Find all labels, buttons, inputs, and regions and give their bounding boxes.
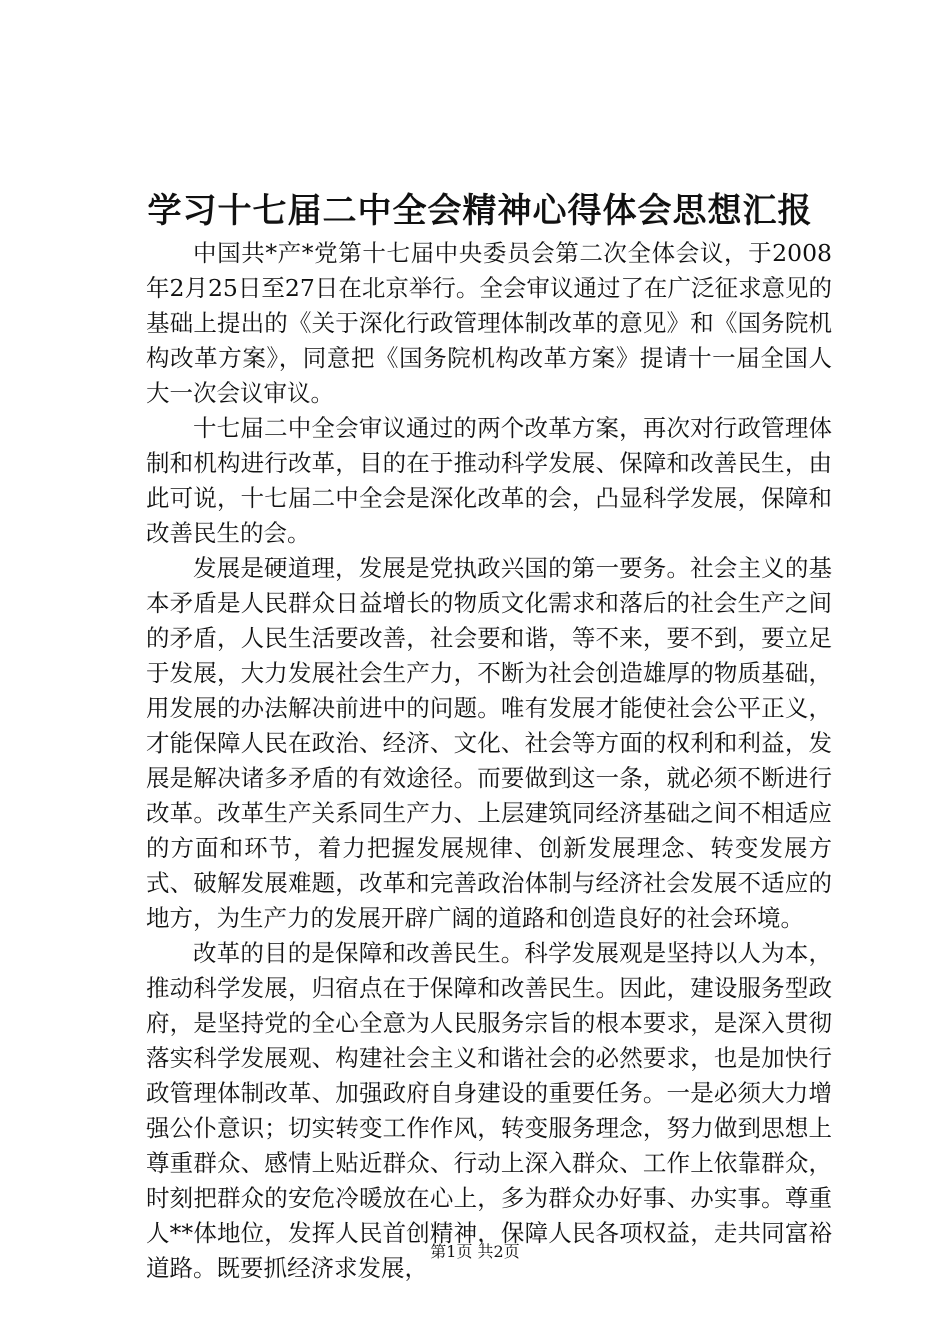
page-number-footer: 第1页 共2页 [430,1242,520,1261]
paragraph-4: 改革的目的是保障和改善民生。科学发展观是坚持以人为本，推动科学发展，归宿点在于保障和改善民生。因此，建设服务型政府，是坚持党的全心全意为人民服务宗旨的根本要求，是深入贯彻落实科学发展观、构建社会主义和谐社会的必然要求，也是加快行政管理体制改革、加强政府自身建设的重要任务。一是必须大力增强公仆意识；切实转变工作作风，转变服务理念，努力做到思想上尊重群众、感情上贴近群众、行动上深入群众、工作上依靠群众，时刻把群众的安危冷暖放在心上，多为群众办好事、办实事。尊重人**体地位，发挥人民首创精神，保障人民各项权益，走共同富裕道路。既要抓经济求发展， [146,939,832,1282]
paragraph-3: 发展是硬道理，发展是党执政兴国的第一要务。社会主义的基本矛盾是人民群众日益增长的物质文化需求和落后的社会生产之间的矛盾，人民生活要改善，社会要和谐，等不来，要不到，要立足于发展，大力发展社会生产力，不断为社会创造雄厚的物质基础，用发展的办法解决前进中的问题。唯有发展才能使社会公平正义，才能保障人民在政治、经济、文化、社会等方面的权利和利益，发展是解决诸多矛盾的有效途径。而要做到这一条，就必须不断进行改革。改革生产关系同生产力、上层建筑同经济基础之间不相适应的方面和环节，着力把握发展规律、创新发展理念、转变发展方式、破解发展难题，改革和完善政治体制与经济社会发展不适应的地方，为生产力的发展开辟广阔的道路和创造良好的社会环境。 [146,554,832,932]
paragraph-1: 中国共*产*党第十七届中央委员会第二次全体会议，于2008年2月25日至27日在北京举行。全会审议通过了在广泛征求意见的基础上提出的《关于深化行政管理体制改革的意见》和《国务院机构改革方案》，同意把《国务院机构改革方案》提请十一届全国人大一次会议审议。 [146,239,832,407]
document-title: 学习十七届二中全会精神心得体会思想汇报 [147,191,813,231]
document-body [146,236,832,1286]
paragraph-2: 十七届二中全会审议通过的两个改革方案，再次对行政管理体制和机构进行改革，目的在于推动科学发展、保障和改善民生，由此可说，十七届二中全会是深化改革的会，凸显科学发展，保障和改善民生的会。 [146,414,832,547]
